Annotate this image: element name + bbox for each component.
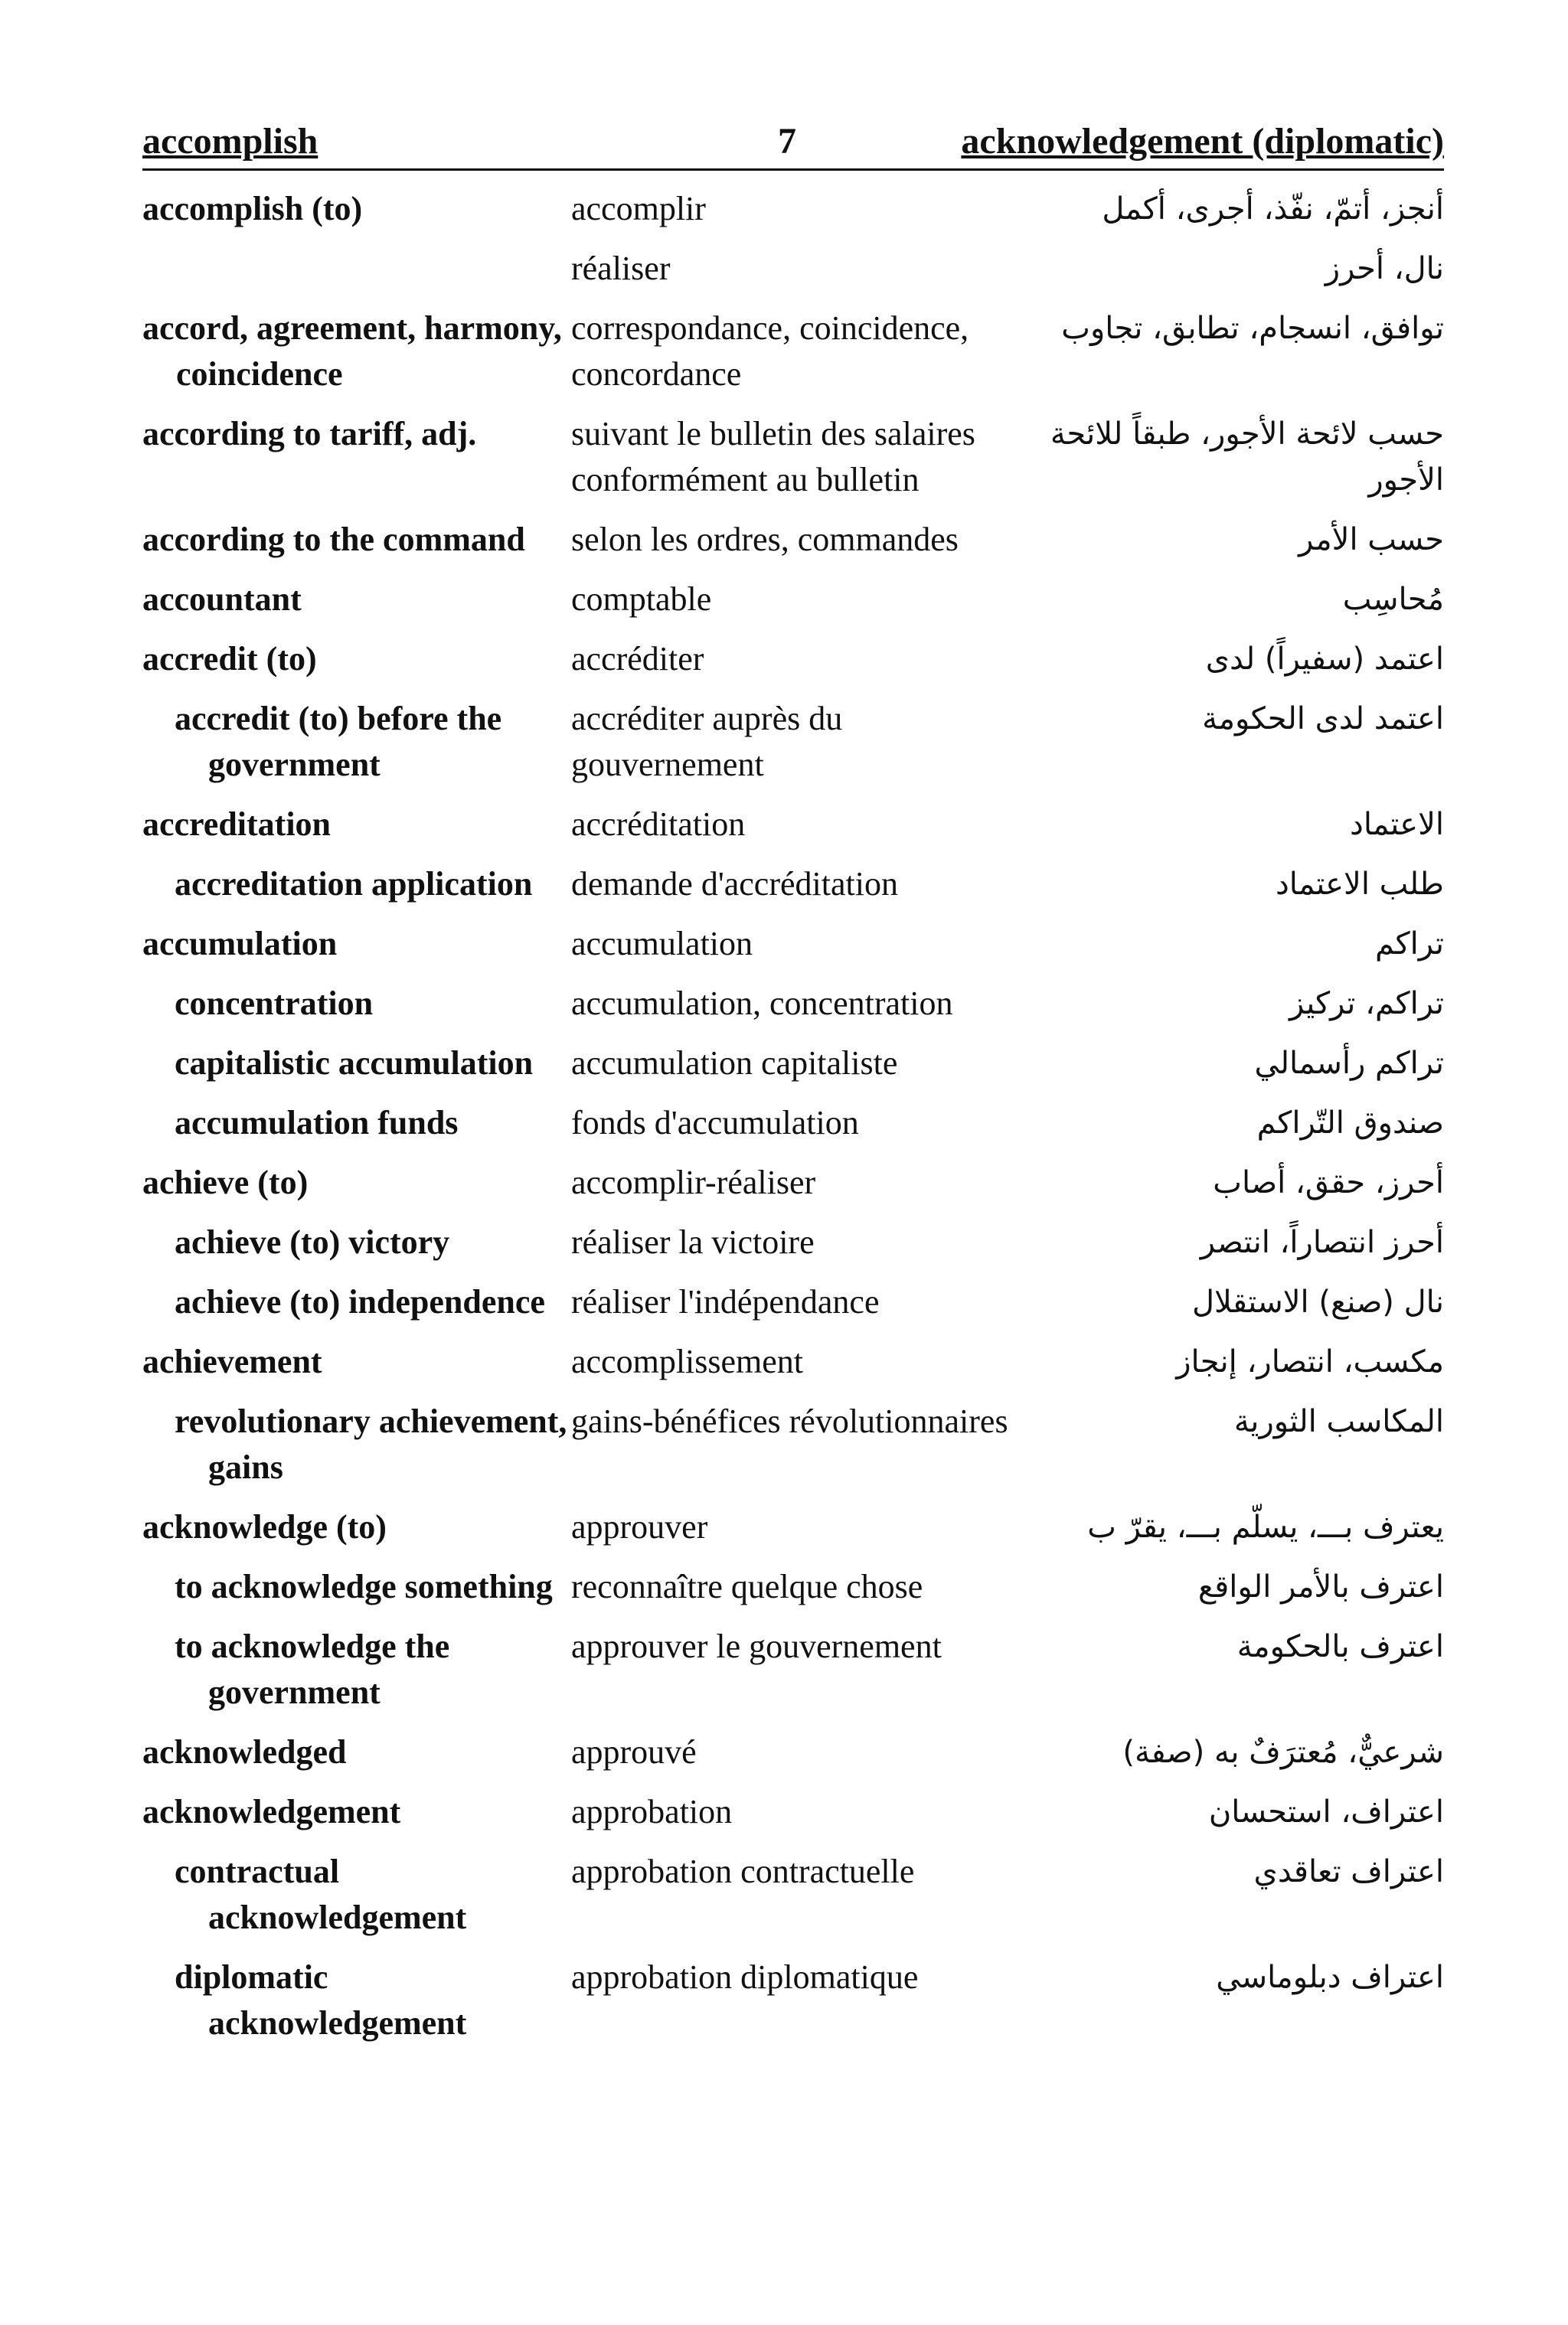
entry-english-term: [142, 576, 571, 622]
entry-arabic-translation: اعتراف تعاقدي: [1253, 1854, 1444, 1889]
page-header: [142, 115, 1444, 171]
entry-english-text: accord, agreement, harmony, coincidence: [142, 309, 562, 393]
entry-arabic-translation: تراكم، تركيز: [1289, 986, 1444, 1021]
entry-arabic-translation: صندوق التّراكم: [1256, 1105, 1444, 1141]
entry-french-translation: suivant le bulletin des salaires conformément au bulletin: [571, 415, 975, 498]
entry-french-translation: approbation: [571, 1793, 733, 1830]
entry-french-translation: comptable: [571, 580, 712, 618]
dictionary-entry: [142, 1723, 1444, 1783]
entry-french-translation: approbation diplomatique: [571, 1958, 919, 1996]
entry-arabic-translation: اعترف بالحكومة: [1236, 1629, 1444, 1664]
entry-french-translation: réaliser l'indépendance: [571, 1283, 880, 1321]
entry-arabic-translation: اعتمد (سفيراً) لدى: [1205, 642, 1444, 677]
entry-arabic-translation: اعتراف، استحسان: [1208, 1794, 1444, 1830]
dictionary-entry: [142, 1618, 1444, 1723]
entry-english-term: [142, 1399, 571, 1491]
entry-arabic-translation: أحرز انتصاراً، انتصر: [1200, 1225, 1444, 1260]
entry-list: [142, 180, 1444, 2054]
entry-french-translation: selon les ordres, commandes: [571, 521, 959, 558]
entry-arabic-translation: المكاسب الثورية: [1233, 1404, 1444, 1439]
entry-french-translation: gains-bénéfices révolutionnaires: [571, 1403, 1008, 1440]
dictionary-entry: [142, 855, 1444, 915]
entry-english-text: achieve (to): [142, 1164, 309, 1201]
dictionary-entry: [142, 1213, 1444, 1273]
entry-english-term: [142, 1849, 571, 1941]
entry-english-term: [142, 305, 571, 397]
entry-english-text: to acknowledge the government: [175, 1628, 450, 1711]
entry-english-term: [142, 1220, 571, 1265]
entry-english-term: [142, 1040, 571, 1086]
entry-arabic-translation: الاعتماد: [1350, 807, 1444, 842]
dictionary-entry: [142, 1154, 1444, 1213]
entry-english-text: acknowledgement: [142, 1793, 401, 1830]
entry-french-translation: accomplir-réaliser: [571, 1164, 816, 1201]
entry-french-translation: réaliser: [571, 250, 671, 287]
entry-arabic-translation: تراكم: [1375, 926, 1444, 962]
header-guide-word-left: accomplish: [142, 121, 318, 162]
entry-english-term: [142, 861, 571, 907]
entry-french-translation: accomplir: [571, 190, 706, 227]
dictionary-entry: [142, 1498, 1444, 1558]
entry-english-text: concentration: [175, 985, 374, 1022]
entry-arabic-translation: يعترف بـــ، يسلّم بـــ، يقرّ ب: [1087, 1510, 1444, 1545]
entry-english-text: achievement: [142, 1343, 322, 1380]
dictionary-entry: [142, 570, 1444, 630]
dictionary-entry: [142, 405, 1444, 511]
entry-english-term: [142, 186, 571, 232]
entry-arabic-translation: مكسب، انتصار، إنجاز: [1176, 1344, 1444, 1380]
page-number: 7: [778, 121, 796, 162]
entry-french-translation: accréditation: [571, 805, 746, 843]
entry-english-term: [142, 981, 571, 1027]
dictionary-entry: [142, 1393, 1444, 1498]
entry-french-translation: correspondance, coincidence, concordance: [571, 309, 969, 393]
entry-english-text: contractual acknowledgement: [175, 1853, 467, 1936]
entry-arabic-translation: شرعيٌّ، مُعترَفٌ به (صفة): [1122, 1735, 1444, 1770]
entry-english-term: [142, 1100, 571, 1146]
entry-arabic-translation: حسب لائحة الأجور، طبقاً للائحة الأجور: [1050, 416, 1444, 498]
entry-english-term: [142, 1624, 571, 1716]
dictionary-entry: [142, 511, 1444, 570]
dictionary-entry: [142, 795, 1444, 855]
entry-arabic-translation: أنجز، أتمّ، نفّذ، أجرى، أكمل: [1102, 191, 1444, 227]
dictionary-entry: [142, 1333, 1444, 1393]
entry-french-translation: demande d'accréditation: [571, 865, 898, 903]
entry-arabic-translation: حسب الأمر: [1298, 522, 1444, 557]
entry-english-text: accredit (to): [142, 640, 317, 678]
dictionary-entry: [142, 299, 1444, 405]
entry-french-translation: approuver: [571, 1508, 708, 1546]
entry-english-text: achieve (to) independence: [175, 1283, 545, 1321]
entry-french-translation: reconnaître quelque chose: [571, 1568, 923, 1605]
entry-english-term: [142, 1564, 571, 1610]
dictionary-entry: [142, 630, 1444, 690]
entry-english-text: accountant: [142, 580, 302, 618]
entry-english-text: accredit (to) before the government: [175, 700, 502, 783]
entry-english-term: [142, 1729, 571, 1775]
entry-arabic-translation: طلب الاعتماد: [1275, 867, 1444, 902]
dictionary-entry: [142, 975, 1444, 1034]
entry-english-text: according to tariff, adj.: [142, 415, 477, 452]
entry-english-term: [142, 921, 571, 967]
entry-arabic-translation: أحرز، حقق، أصاب: [1213, 1165, 1444, 1200]
entry-french-translation: approuvé: [571, 1733, 697, 1771]
entry-french-translation: accomplissement: [571, 1343, 804, 1380]
entry-french-translation: accumulation: [571, 925, 753, 962]
entry-arabic-translation: اعتمد لدى الحكومة: [1202, 701, 1444, 736]
entry-english-text: achieve (to) victory: [175, 1223, 450, 1261]
header-guide-word-right: acknowledgement (diplomatic): [961, 121, 1444, 162]
entry-french-translation: fonds d'accumulation: [571, 1104, 859, 1141]
entry-arabic-translation: تراكم رأسمالي: [1254, 1046, 1444, 1081]
dictionary-entry: [142, 1843, 1444, 1948]
entry-arabic-translation: نال، أحرز: [1325, 251, 1444, 286]
entry-english-text: revolutionary achievement, gains: [175, 1403, 567, 1486]
entry-english-text: accumulation funds: [175, 1104, 459, 1141]
entry-arabic-translation: مُحاسِب: [1342, 582, 1444, 617]
dictionary-entry: [142, 1273, 1444, 1333]
entry-english-text: accreditation application: [175, 865, 533, 903]
entry-arabic-translation: اعتراف دبلوماسي: [1216, 1960, 1444, 1995]
entry-english-text: accreditation: [142, 805, 332, 843]
entry-english-text: to acknowledge something: [175, 1568, 553, 1605]
dictionary-entry: [142, 1948, 1444, 2054]
entry-english-term: [142, 246, 571, 292]
dictionary-entry: [142, 180, 1444, 240]
entry-french-translation: réaliser la victoire: [571, 1223, 815, 1261]
entry-english-term: [142, 802, 571, 847]
entry-french-translation: accréditer auprès du gouvernement: [571, 700, 843, 783]
dictionary-entry: [142, 1783, 1444, 1843]
entry-english-text: acknowledged: [142, 1733, 347, 1771]
entry-english-term: [142, 1160, 571, 1206]
entry-english-term: [142, 1339, 571, 1385]
entry-french-translation: accumulation, concentration: [571, 985, 953, 1022]
entry-arabic-translation: نال (صنع) الاستقلال: [1191, 1285, 1444, 1320]
entry-english-term: [142, 1789, 571, 1835]
dictionary-entry: [142, 1094, 1444, 1154]
entry-english-text: accumulation: [142, 925, 338, 962]
entry-english-term: [142, 411, 571, 503]
entry-english-text: acknowledge (to): [142, 1508, 387, 1546]
entry-english-text: according to the command: [142, 521, 525, 558]
entry-english-term: [142, 1504, 571, 1550]
entry-english-term: [142, 696, 571, 788]
dictionary-entry: [142, 915, 1444, 975]
entry-english-term: [142, 1279, 571, 1325]
entry-english-term: [142, 517, 571, 563]
entry-english-text: diplomatic acknowledgement: [175, 1958, 467, 2042]
entry-french-translation: accumulation capitaliste: [571, 1044, 898, 1082]
dictionary-entry: [142, 240, 1444, 299]
entry-arabic-translation: توافق، انسجام، تطابق، تجاوب: [1061, 311, 1444, 346]
dictionary-page: [142, 115, 1444, 2054]
entry-english-text: accomplish (to): [142, 190, 363, 227]
entry-french-translation: approbation contractuelle: [571, 1853, 915, 1890]
entry-french-translation: accréditer: [571, 640, 704, 678]
dictionary-entry: [142, 1558, 1444, 1618]
entry-arabic-translation: اعترف بالأمر الواقع: [1197, 1569, 1444, 1605]
entry-english-term: [142, 636, 571, 682]
entry-english-text: capitalistic accumulation: [175, 1044, 534, 1082]
entry-english-term: [142, 1954, 571, 2046]
dictionary-entry: [142, 1034, 1444, 1094]
entry-french-translation: approuver le gouvernement: [571, 1628, 942, 1665]
dictionary-entry: [142, 690, 1444, 795]
